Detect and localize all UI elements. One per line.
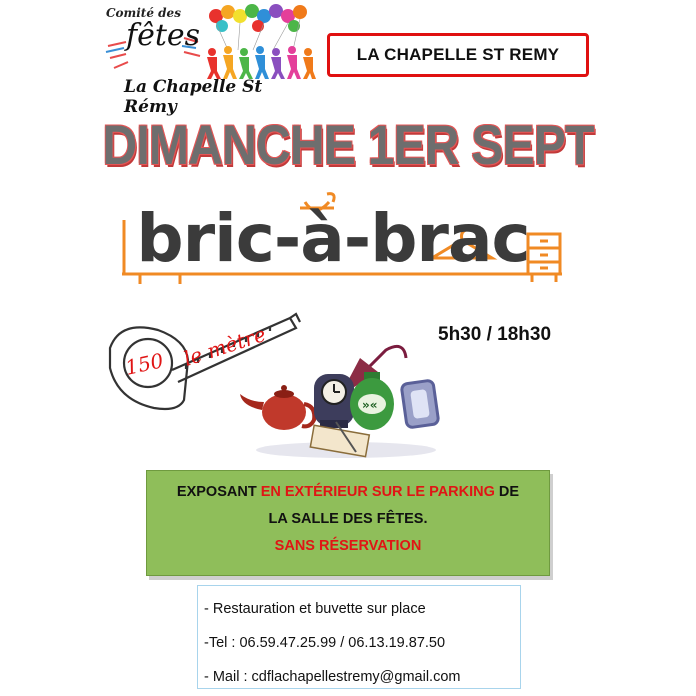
town-name-box: LA CHAPELLE ST REMY: [327, 33, 589, 77]
phone-line: -Tel : 06.59.47.25.99 / 06.13.19.87.50: [204, 635, 446, 651]
logo-comite-text: Comité des: [106, 6, 181, 20]
tape-price-text: 150: [123, 348, 166, 380]
exhibitor-info-box: [146, 470, 550, 576]
email-line: - Mail : cdflachapellestremy@gmail.com: [204, 669, 461, 685]
contact-info-box: [197, 585, 521, 689]
bric-a-brac-title: bric-à-brac: [136, 200, 530, 277]
exhibitor-line-1: [147, 479, 549, 506]
organizer-logo: [88, 2, 320, 117]
tape-unit-text: le mètre: [180, 321, 269, 371]
opening-hours: 5h30 / 18h30: [438, 324, 552, 345]
no-reservation-note: SANS RÉSERVATION: [274, 538, 422, 554]
exhibitor-label: EXPOSANT: [176, 484, 261, 500]
exhibitor-line-1-end: DE: [494, 484, 520, 500]
event-date-title: DIMANCHE 1ER SEPT: [102, 113, 594, 176]
bric-a-brac-items-illustration: [236, 330, 456, 470]
location-highlight: EN EXTÉRIEUR SUR LE PARKING: [260, 484, 495, 500]
catering-line: - Restauration et buvette sur place: [204, 601, 426, 617]
logo-fetes-text: fêtes: [126, 18, 201, 53]
svg-text:»«: »«: [362, 398, 378, 412]
exhibitor-line-2: LA SALLE DES FÊTES.: [268, 511, 428, 527]
logo-town-text: La Chapelle St Rémy: [124, 77, 263, 117]
